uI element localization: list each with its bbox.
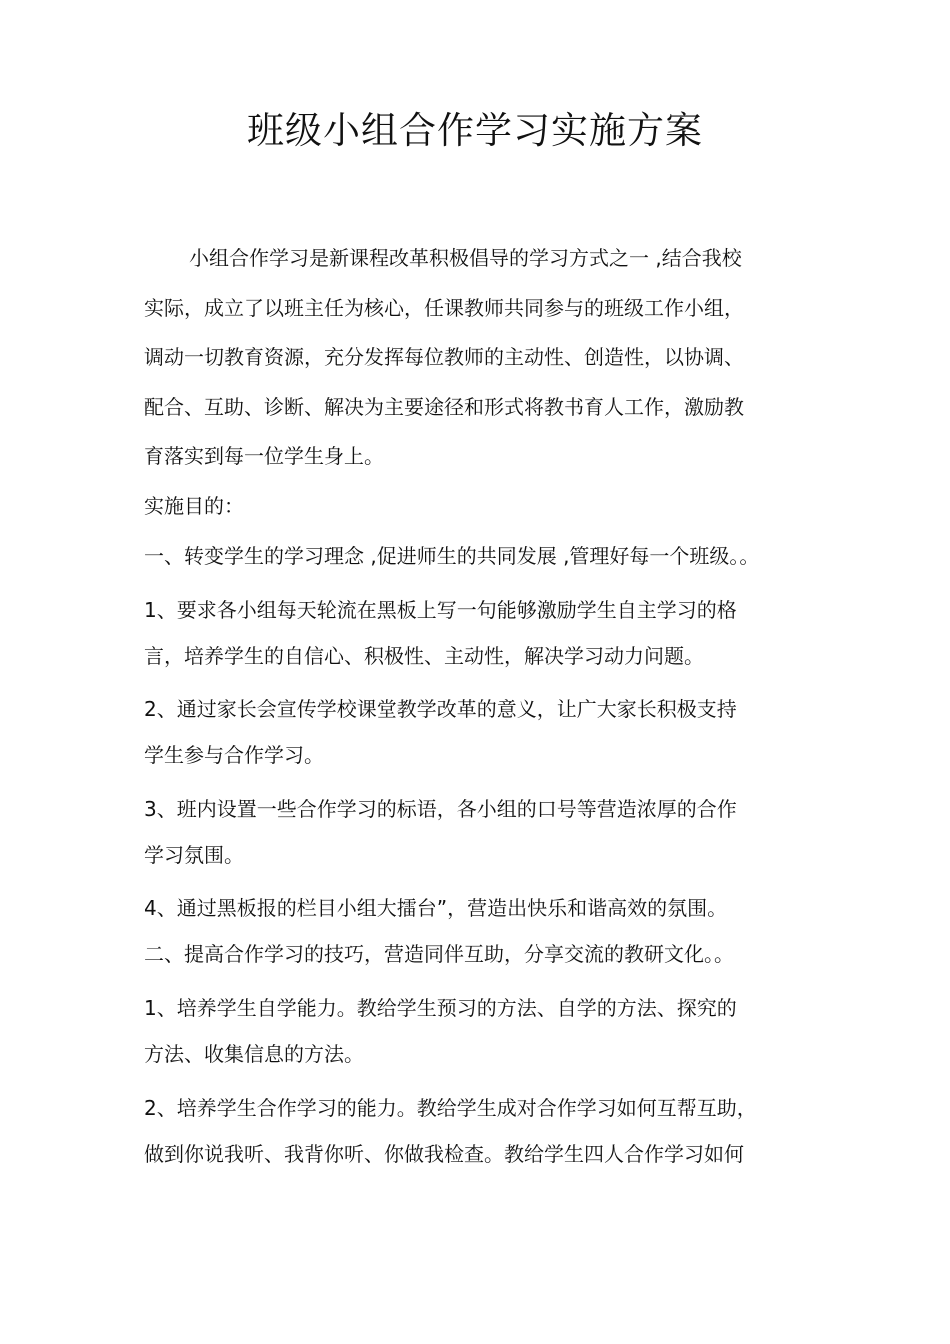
list-item-line: 言，培养学生的自信心、积极性、主动性，解决学习动力问题。 — [144, 644, 704, 668]
paragraph-line: 调动一切教育资源，充分发挥每位教师的主动性、创造性，以协调、 — [144, 345, 744, 369]
list-item-line: 2、通过家长会宣传学校课堂教学改革的意义，让广大家长积极支持 — [144, 697, 737, 721]
paragraph-line: 小组合作学习是新课程改革积极倡导的学习方式之一 ,结合我校 — [189, 246, 742, 270]
section-heading: 二、提高合作学习的技巧，营造同伴互助，分享交流的教研文化。。 — [144, 942, 734, 966]
list-item-line: 做到你说我听、我背你听、你做我检查。教给学生四人合作学习如何 — [144, 1142, 744, 1166]
paragraph-line: 实际，成立了以班主任为核心，任课教师共同参与的班级工作小组， — [144, 296, 744, 320]
list-item-line: 方法、收集信息的方法。 — [144, 1042, 364, 1066]
paragraph-line: 配合、互助、诊断、解决为主要途径和形式将教书育人工作，激励教 — [144, 395, 744, 419]
list-item-line: 4、通过黑板报的栏目小组大擂台”，营造出快乐和谐高效的氛围。 — [144, 896, 728, 920]
document-title: 班级小组合作学习实施方案 — [247, 109, 703, 152]
list-item-line: 学习氛围。 — [144, 843, 244, 867]
paragraph-line: 育落实到每一位学生身上。 — [144, 444, 384, 468]
list-item-line: 1、要求各小组每天轮流在黑板上写一句能够激励学生自主学习的格 — [144, 598, 737, 622]
list-item-line: 3、班内设置一些合作学习的标语，各小组的口号等营造浓厚的合作 — [144, 797, 737, 821]
list-item-line: 1、培养学生自学能力。教给学生预习的方法、自学的方法、探究的 — [144, 996, 737, 1020]
list-item-line: 2、培养学生合作学习的能力。教给学生成对合作学习如何互帮互助， — [144, 1096, 757, 1120]
list-item-line: 学生参与合作学习。 — [144, 743, 324, 767]
section-heading: 实施目的： — [144, 494, 244, 518]
section-heading: 一、转变学生的学习理念 ,促进师生的共同发展 ,管理好每一个班级。。 — [144, 544, 760, 568]
